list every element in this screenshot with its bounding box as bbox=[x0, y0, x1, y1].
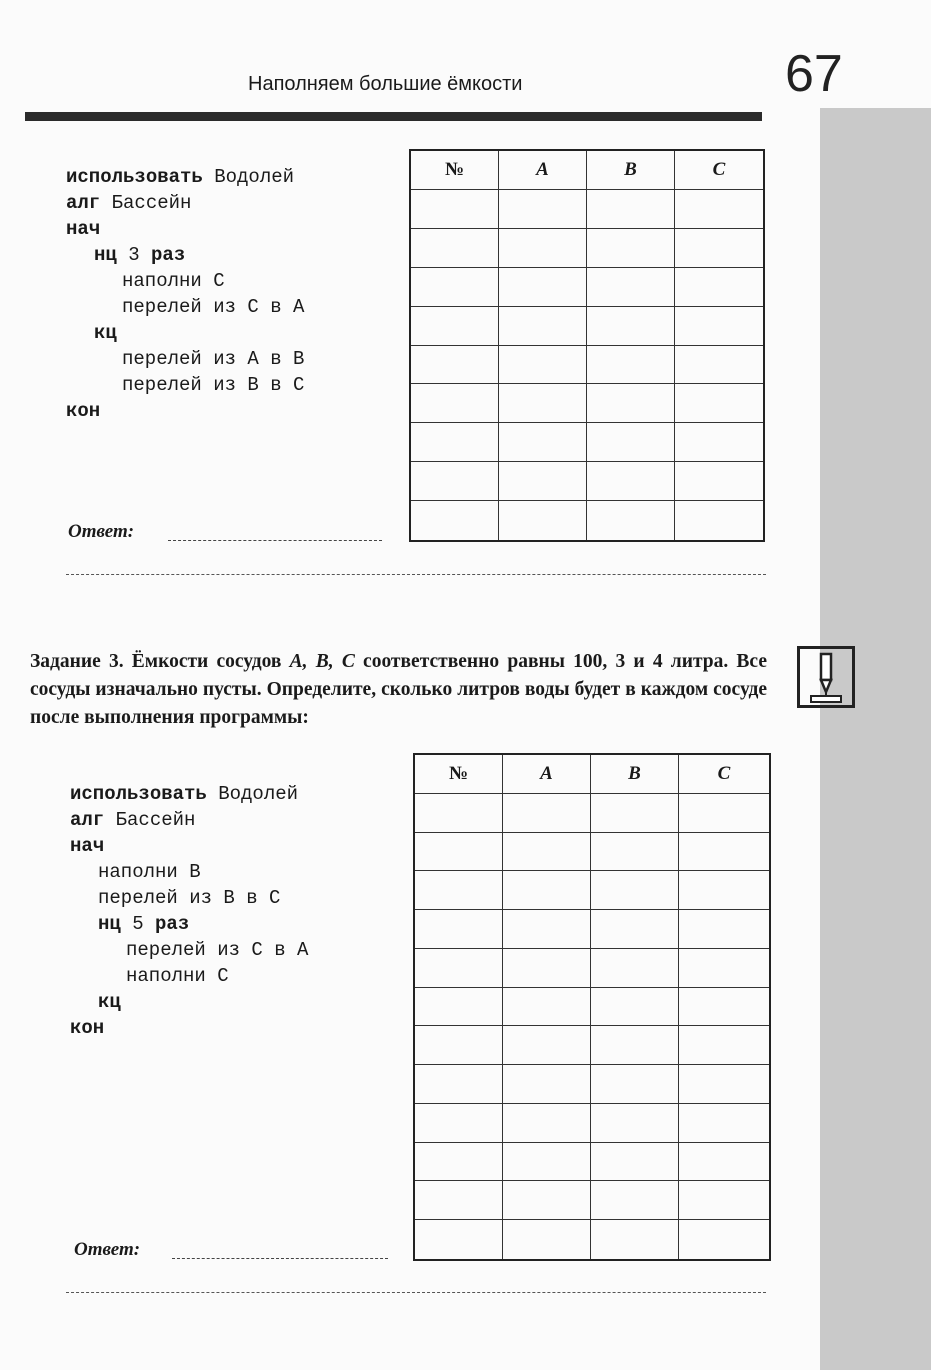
table-cell[interactable] bbox=[499, 501, 587, 540]
code-line bbox=[70, 859, 308, 885]
table-cell[interactable] bbox=[591, 1026, 679, 1065]
table-cell[interactable] bbox=[499, 384, 587, 423]
table-cell[interactable] bbox=[679, 1181, 769, 1220]
code-line bbox=[66, 242, 304, 268]
table-cell[interactable] bbox=[675, 501, 763, 540]
trace-table-1 bbox=[409, 149, 765, 542]
table-header-cell: C bbox=[675, 151, 763, 190]
code-line bbox=[70, 963, 308, 989]
code-keyword: нач bbox=[66, 218, 101, 240]
answer-label-2: Ответ: bbox=[74, 1239, 141, 1260]
table-cell[interactable] bbox=[587, 268, 675, 307]
page-header-title: Наполняем большие ёмкости bbox=[248, 73, 523, 95]
table-cell[interactable] bbox=[503, 949, 591, 988]
code-line bbox=[66, 190, 304, 216]
table-header-cell: A bbox=[503, 755, 591, 794]
table-cell[interactable] bbox=[679, 794, 769, 833]
code-line bbox=[66, 372, 304, 398]
table-cell[interactable] bbox=[503, 871, 591, 910]
table-cell[interactable] bbox=[499, 190, 587, 229]
table-cell[interactable] bbox=[587, 462, 675, 501]
code-keyword: раз bbox=[155, 913, 190, 935]
trace-table-2 bbox=[413, 753, 771, 1261]
table-cell[interactable] bbox=[415, 833, 503, 872]
code-text: наполни B bbox=[98, 861, 201, 883]
code-line bbox=[70, 781, 308, 807]
table-cell[interactable] bbox=[587, 307, 675, 346]
code-line bbox=[70, 937, 308, 963]
code-keyword: нач bbox=[70, 835, 105, 857]
table-cell[interactable] bbox=[415, 949, 503, 988]
table-cell[interactable] bbox=[503, 833, 591, 872]
code-text: перелей из C в A bbox=[126, 939, 309, 961]
code-line bbox=[66, 320, 304, 346]
table-cell[interactable] bbox=[415, 988, 503, 1027]
answer-label-1: Ответ: bbox=[68, 521, 135, 542]
table-cell[interactable] bbox=[499, 462, 587, 501]
table-cell[interactable] bbox=[679, 1026, 769, 1065]
table-cell[interactable] bbox=[591, 1065, 679, 1104]
vessel-vars: A, B, C bbox=[289, 651, 355, 672]
table-cell[interactable] bbox=[411, 384, 499, 423]
answer-line-2[interactable] bbox=[66, 1292, 766, 1293]
table-cell[interactable] bbox=[591, 1143, 679, 1182]
table-cell[interactable] bbox=[675, 346, 763, 385]
table-cell[interactable] bbox=[675, 229, 763, 268]
table-cell[interactable] bbox=[587, 346, 675, 385]
table-header-cell: B bbox=[591, 755, 679, 794]
table-cell[interactable] bbox=[591, 988, 679, 1027]
table-cell[interactable] bbox=[675, 268, 763, 307]
table-cell[interactable] bbox=[503, 1181, 591, 1220]
table-header-cell: A bbox=[499, 151, 587, 190]
table-cell[interactable] bbox=[679, 949, 769, 988]
header-rule bbox=[25, 112, 762, 121]
code-text: перелей из B в C bbox=[122, 374, 305, 396]
table-cell[interactable] bbox=[503, 1220, 591, 1259]
table-cell[interactable] bbox=[415, 910, 503, 949]
table-cell[interactable] bbox=[591, 1104, 679, 1143]
table-cell[interactable] bbox=[411, 462, 499, 501]
code-text: Водолей bbox=[206, 783, 299, 805]
code-line bbox=[66, 346, 304, 372]
table-cell[interactable] bbox=[415, 1220, 503, 1259]
table-cell[interactable] bbox=[503, 794, 591, 833]
table-cell[interactable] bbox=[591, 1220, 679, 1259]
code-text: наполни C bbox=[126, 965, 229, 987]
table-cell[interactable] bbox=[679, 1220, 769, 1259]
code-keyword: кон bbox=[66, 400, 101, 422]
table-cell[interactable] bbox=[415, 1143, 503, 1182]
table-cell[interactable] bbox=[411, 229, 499, 268]
answer-field-1[interactable] bbox=[168, 540, 382, 541]
table-cell[interactable] bbox=[503, 1143, 591, 1182]
code-line bbox=[66, 268, 304, 294]
table-cell[interactable] bbox=[675, 423, 763, 462]
table-cell[interactable] bbox=[503, 1065, 591, 1104]
code-line bbox=[66, 294, 304, 320]
code-text: Водолей bbox=[202, 166, 295, 188]
code-line bbox=[70, 1015, 308, 1041]
table-cell[interactable] bbox=[591, 833, 679, 872]
table-cell[interactable] bbox=[415, 1104, 503, 1143]
table-header-cell: № bbox=[415, 755, 503, 794]
table-cell[interactable] bbox=[499, 229, 587, 268]
table-cell[interactable] bbox=[587, 190, 675, 229]
table-cell[interactable] bbox=[499, 268, 587, 307]
code-text: Бассейн bbox=[104, 809, 196, 831]
code-keyword: использовать bbox=[66, 166, 203, 188]
table-cell[interactable] bbox=[503, 988, 591, 1027]
code-line bbox=[70, 989, 308, 1015]
table-cell[interactable] bbox=[679, 871, 769, 910]
table-cell[interactable] bbox=[591, 1181, 679, 1220]
task-3-label: Задание 3. bbox=[30, 651, 124, 672]
side-strip bbox=[820, 108, 931, 1370]
table-cell[interactable] bbox=[503, 910, 591, 949]
table-cell[interactable] bbox=[415, 794, 503, 833]
code-text: 5 bbox=[120, 913, 156, 935]
table-cell[interactable] bbox=[415, 1026, 503, 1065]
table-cell[interactable] bbox=[591, 871, 679, 910]
code-line bbox=[70, 833, 308, 859]
table-cell[interactable] bbox=[675, 462, 763, 501]
table-cell[interactable] bbox=[415, 871, 503, 910]
code-line bbox=[66, 164, 304, 190]
table-cell[interactable] bbox=[499, 346, 587, 385]
table-cell[interactable] bbox=[587, 501, 675, 540]
table-cell[interactable] bbox=[675, 190, 763, 229]
code-text: перелей из B в C bbox=[98, 887, 281, 909]
table-header-cell: C bbox=[679, 755, 769, 794]
table-cell[interactable] bbox=[411, 307, 499, 346]
table-cell[interactable] bbox=[411, 268, 499, 307]
table-cell[interactable] bbox=[679, 833, 769, 872]
code-line bbox=[70, 885, 308, 911]
table-cell[interactable] bbox=[411, 346, 499, 385]
code-line bbox=[66, 398, 304, 424]
code-text: перелей из A в B bbox=[122, 348, 305, 370]
table-cell[interactable] bbox=[587, 423, 675, 462]
table-cell[interactable] bbox=[499, 307, 587, 346]
table-cell[interactable] bbox=[679, 988, 769, 1027]
code-keyword: алг bbox=[70, 809, 105, 831]
pen-writing-icon bbox=[797, 646, 855, 708]
table-cell[interactable] bbox=[679, 910, 769, 949]
code-line bbox=[70, 911, 308, 937]
table-cell[interactable] bbox=[591, 794, 679, 833]
page-number: 67 bbox=[785, 45, 843, 103]
table-header-cell: № bbox=[411, 151, 499, 190]
table-cell[interactable] bbox=[679, 1065, 769, 1104]
table-header-cell: B bbox=[587, 151, 675, 190]
code-line bbox=[66, 216, 304, 242]
table-cell[interactable] bbox=[415, 1181, 503, 1220]
table-cell[interactable] bbox=[591, 949, 679, 988]
code-text: перелей из C в A bbox=[122, 296, 305, 318]
answer-line-1[interactable] bbox=[66, 574, 766, 575]
code-keyword: кц bbox=[98, 991, 121, 1013]
table-cell[interactable] bbox=[591, 910, 679, 949]
table-cell[interactable] bbox=[411, 423, 499, 462]
code-keyword: нц bbox=[98, 913, 121, 935]
table-cell[interactable] bbox=[675, 384, 763, 423]
table-cell[interactable] bbox=[679, 1104, 769, 1143]
program-listing-2 bbox=[70, 781, 308, 1041]
answer-field-2[interactable] bbox=[172, 1258, 388, 1259]
code-keyword: алг bbox=[66, 192, 101, 214]
code-text: наполни C bbox=[122, 270, 225, 292]
table-cell[interactable] bbox=[587, 384, 675, 423]
program-listing-1 bbox=[66, 164, 304, 424]
task-3-text: Задание 3. Ёмкости сосудов A, B, C соответственно равны 100, 3 и 4 литра. Все сосуды изначально пусты. Определите, сколько литров воды будет в каждом сосуде после выполнения программы: bbox=[30, 651, 767, 728]
table-cell[interactable] bbox=[499, 423, 587, 462]
code-keyword: использовать bbox=[70, 783, 207, 805]
code-keyword: нц bbox=[94, 244, 117, 266]
code-keyword: кц bbox=[94, 322, 117, 344]
table-cell[interactable] bbox=[675, 307, 763, 346]
table-cell[interactable] bbox=[503, 1026, 591, 1065]
table-cell[interactable] bbox=[411, 190, 499, 229]
code-text: Бассейн bbox=[100, 192, 192, 214]
table-cell[interactable] bbox=[679, 1143, 769, 1182]
code-line bbox=[70, 807, 308, 833]
code-keyword: кон bbox=[70, 1017, 105, 1039]
table-cell[interactable] bbox=[411, 501, 499, 540]
code-keyword: раз bbox=[151, 244, 186, 266]
table-cell[interactable] bbox=[415, 1065, 503, 1104]
code-text: 3 bbox=[116, 244, 152, 266]
table-cell[interactable] bbox=[503, 1104, 591, 1143]
table-cell[interactable] bbox=[587, 229, 675, 268]
